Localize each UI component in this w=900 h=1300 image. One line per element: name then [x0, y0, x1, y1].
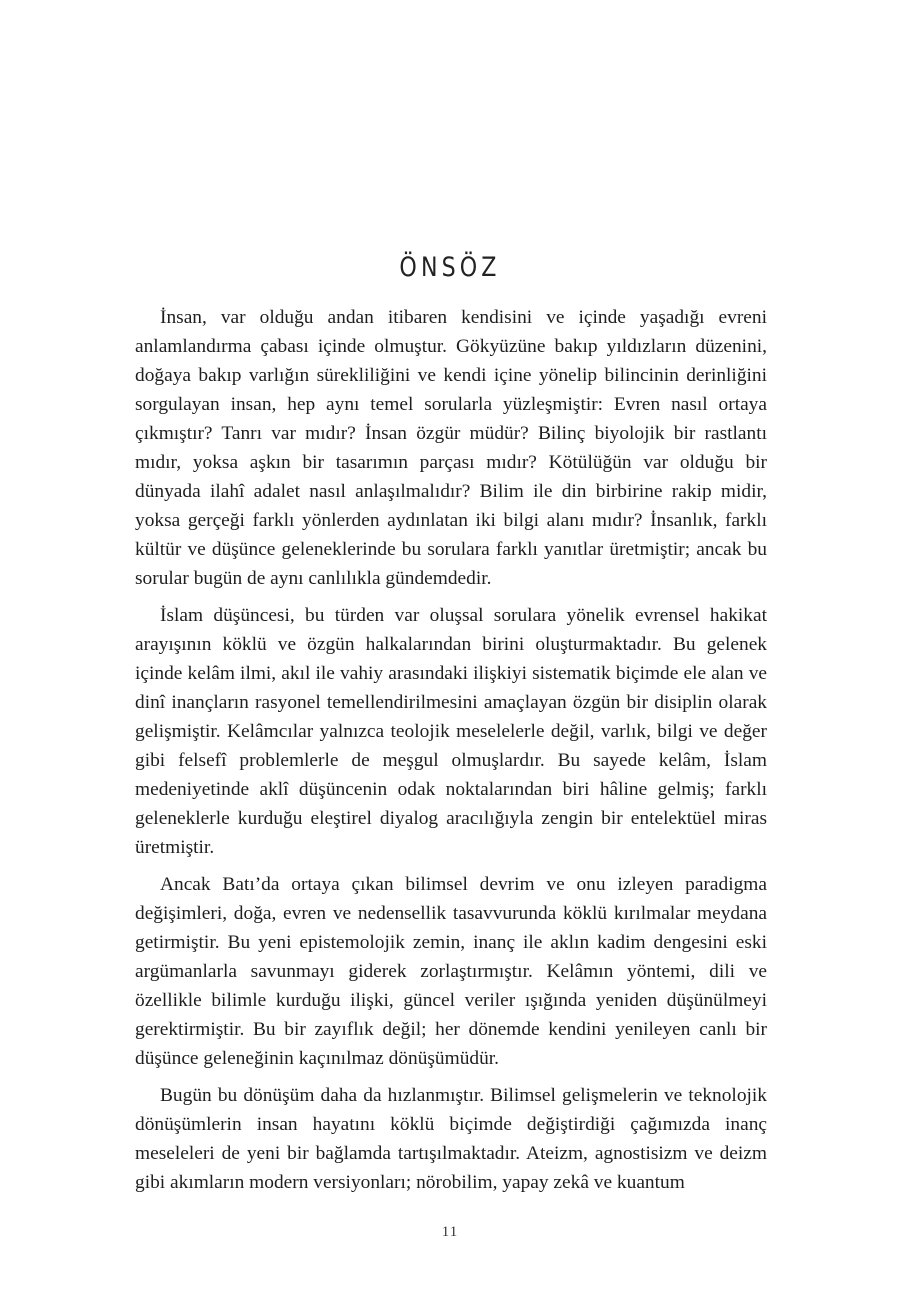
body-text: [135, 303, 767, 1205]
paragraph: İslam düşüncesi, bu türden var oluşsal sorulara yönelik evrensel hakikat arayışının köklü ve özgün halkalarından birini oluşturmaktadır. Bu gelenek içinde kelâm ilmi, akıl ile vahiy arasındaki ilişkiyi sistematik biçimde ele alan ve dinî inançların rasyonel temellendirilmesini amaçlayan özgün bir disiplin olarak gelişmiştir. Kelâmcılar yalnızca teolojik meselelerle değil, varlık, bilgi ve değer gibi felsefî problemlerle de meşgul olmuşlardır. Bu sayede kelâm, İslam medeniyetinde aklî düşüncenin odak noktalarından biri hâline gelmiş; farklı geleneklerle kurduğu eleştirel diyalog aracılığıyla zengin bir entelektüel miras üretmiştir.: [135, 605, 767, 858]
paragraph: Ancak Batı’da ortaya çıkan bilimsel devrim ve onu izleyen paradigma değişimleri, doğa, evren ve nedensellik tasavvurunda köklü kırılmalar meydana getirmiştir. Bu yeni epistemolojik zemin, inanç ile aklın kadim dengesini eski argümanlarla savunmayı giderek zorlaştırmıştır. Kelâmın yöntemi, dili ve özellikle bilimle kurduğu ilişki, güncel veriler ışığında yeniden düşünülmeyi gerektirmiştir. Bu bir zayıflık değil; her dönemde kendini yenileyen canlı bir düşünce geleneğinin kaçınılmaz dönüşümüdür.: [135, 874, 767, 1069]
chapter-title: ÖNSÖZ: [399, 252, 501, 283]
paragraph: İnsan, var olduğu andan itibaren kendisini ve içinde yaşadığı evreni anlamlandırma çabası içinde olmuştur. Gökyüzüne bakıp yıldızların düzenini, doğaya bakıp varlığın sürekliliğini ve kendi içine yönelip bilincinin derinliğini sorgulayan insan, hep aynı temel sorularla yüzleşmiştir: Evren nasıl ortaya çıkmıştır? Tanrı var mıdır? İnsan özgür müdür? Bilinç biyolojik bir rastlantı mıdır, yoksa aşkın bir tasarımın parçası mıdır? Kötülüğün var olduğu bir dünyada ilahî adalet nasıl anlaşılmalıdır? Bilim ile din birbirine rakip midir, yoksa gerçeği farklı yönlerden aydınlatan iki bilgi alanı mıdır? İnsanlık, farklı kültür ve düşünce geleneklerinde bu sorulara farklı yanıtlar üretmiştir; ancak bu sorular bugün de aynı canlılıkla gündemdedir.: [135, 307, 767, 589]
page-number: 11: [441, 1224, 459, 1240]
paragraph: Bugün bu dönüşüm daha da hızlanmıştır. Bilimsel gelişmelerin ve teknolojik dönüşümlerin insan hayatını köklü biçimde değiştirdiği çağımızda inanç meseleleri de yeni bir bağlamda tartışılmaktadır. Ateizm, agnostisizm ve deizm gibi akımların modern versiyonları; nörobilim, yapay zekâ ve kuantum: [135, 1085, 767, 1193]
